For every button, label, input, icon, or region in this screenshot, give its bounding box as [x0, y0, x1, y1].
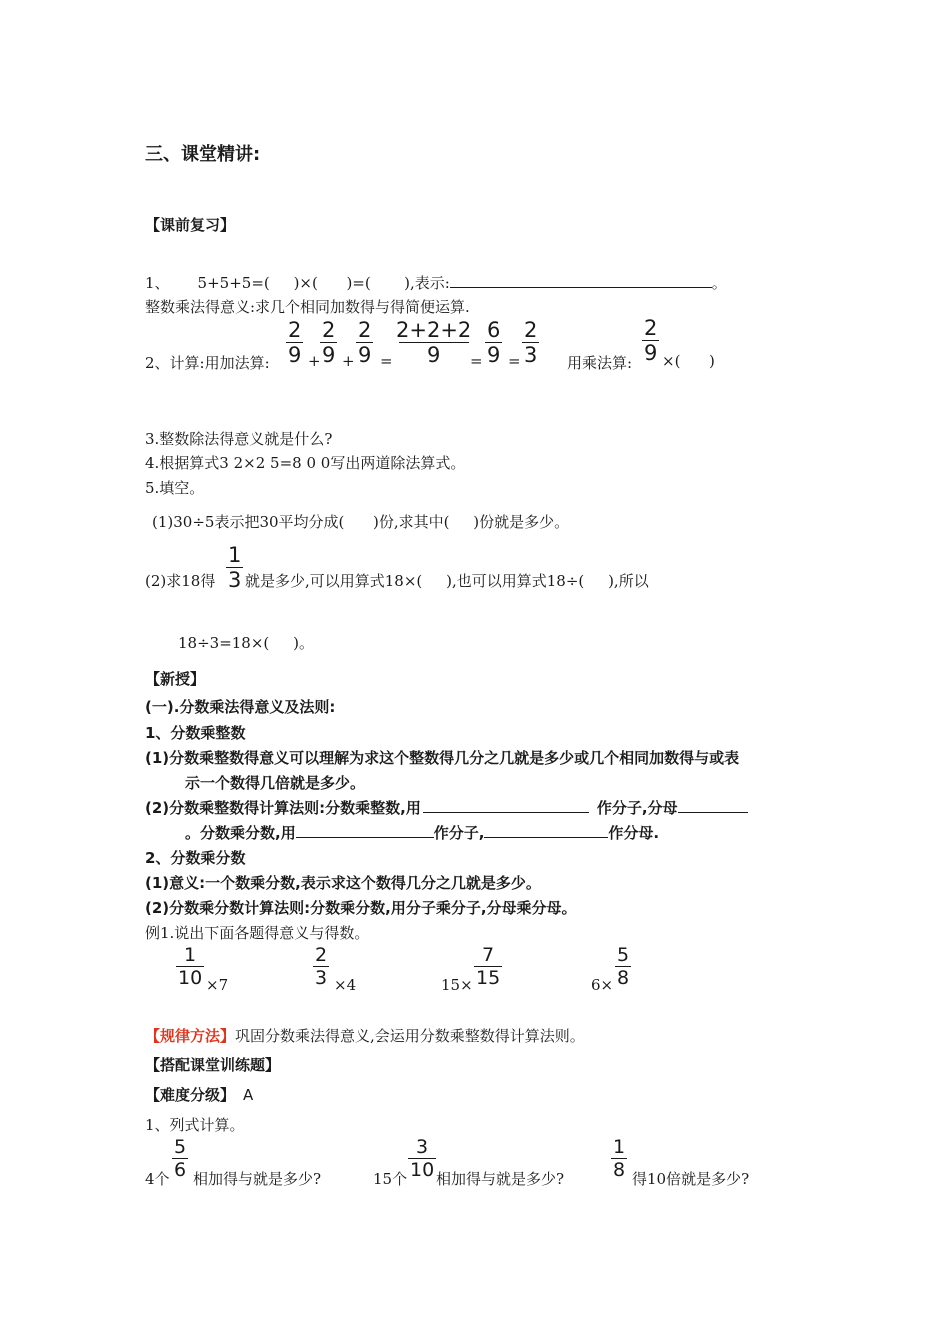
denominator: 3	[315, 967, 328, 989]
numerator: 1	[228, 543, 242, 567]
rule1-line1: (1)分数乘整数得意义可以理解为求这个整数得几分之几就是多少或几个相同加数得与或表	[145, 749, 740, 767]
rule2-line2	[185, 822, 659, 843]
p1-pre: 4个	[145, 1170, 170, 1188]
ex4-pre: 6×	[591, 976, 614, 994]
numerator: 5	[174, 1136, 187, 1158]
q2-mult-label: 用乘法算:	[567, 354, 633, 372]
plus-sign: +	[342, 352, 355, 370]
equals-sign: =	[470, 352, 483, 370]
denominator: 10	[178, 967, 203, 989]
sub1-title: 1、分数乘整数	[145, 724, 246, 742]
ex3-frac	[474, 946, 502, 988]
denominator: 9	[399, 342, 469, 366]
ex2-post: ×4	[334, 976, 357, 994]
q1-line	[145, 272, 727, 293]
denominator: 3	[228, 568, 242, 592]
denominator: 9	[288, 343, 302, 367]
q5-2-frac	[226, 545, 243, 591]
rule2-text-b: 作分子,分母	[596, 799, 678, 817]
p2-post: 相加得与就是多少?	[436, 1170, 565, 1188]
denominator-rule-blank[interactable]	[678, 812, 748, 813]
rule3: (2)分数乘分数计算法则:分数乘分数,用分子乘分子,分母乘分母。	[145, 899, 577, 917]
q2-frac-5	[485, 320, 502, 366]
rule1-line2: 示一个数得几倍就是多少。	[185, 774, 366, 792]
rule2-line1	[145, 797, 748, 818]
sub2-title: 2、分数乘分数	[145, 849, 246, 867]
rule2-text-d: 作分子,	[433, 824, 485, 842]
denominator: 3	[524, 343, 538, 367]
method-label: 【规律方法】	[145, 1027, 236, 1045]
ex1-frac	[176, 946, 204, 988]
review-header: 【课前复习】	[145, 216, 236, 234]
frac-denominator-blank[interactable]	[484, 837, 608, 838]
p3-frac	[611, 1138, 627, 1180]
section-title: 三、课堂精讲:	[145, 144, 261, 165]
rule2-text-a: (2)分数乘整数得计算法则:分数乘整数,用	[145, 799, 421, 817]
denominator: 8	[613, 1159, 626, 1181]
equals-sign: =	[508, 352, 521, 370]
q2-frac-3	[356, 320, 373, 366]
q1-answer-blank[interactable]	[450, 287, 712, 288]
p3-post: 得10倍就是多少?	[632, 1170, 750, 1188]
new-header: 【新授】	[145, 670, 206, 688]
q2-frac-2	[320, 320, 337, 366]
q1-number: 1、	[145, 274, 170, 292]
denominator: 9	[487, 343, 501, 367]
q5: 5.填空。	[145, 479, 205, 497]
denominator: 9	[358, 343, 372, 367]
q2-frac-4	[394, 320, 473, 366]
q3: 3.整数除法得意义就是什么?	[145, 430, 333, 448]
q2-mult-tail: ×( )	[662, 352, 715, 370]
numerator: 2	[322, 318, 336, 342]
q5-2-pre: (2)求18得	[145, 572, 216, 590]
q5-2-line2: 18÷3=18×( )。	[178, 634, 314, 652]
q2-frac-1	[286, 320, 303, 366]
rule2-text-e: 作分母.	[608, 824, 660, 842]
numerator: 2+2+2	[396, 318, 472, 342]
meaning: (1)意义:一个数乘分数,表示求这个数得几分之几就是多少。	[145, 874, 541, 892]
numerator: 2	[315, 944, 328, 966]
ex3-pre: 15×	[441, 976, 473, 994]
numerator: 2	[288, 318, 302, 342]
q1-expression: 5+5+5=( )×( )=( ),表示:	[197, 274, 450, 292]
q5-2-post: 就是多少,可以用算式18×( ),也可以用算式18÷( ),所以	[245, 572, 649, 590]
q1-end: 。	[711, 274, 727, 292]
example-title: 例1.说出下面各题得意义与得数。	[145, 924, 370, 942]
part1-title: (一).分数乘法得意义及法则:	[145, 698, 336, 716]
ex4-frac	[615, 946, 631, 988]
q2-frac-6	[522, 320, 539, 366]
method-text: 巩固分数乘法得意义,会运用分数乘整数得计算法则。	[235, 1027, 585, 1045]
frac-numerator-blank[interactable]	[296, 837, 434, 838]
numerator: 1	[613, 1136, 626, 1158]
numerator-rule-blank[interactable]	[423, 812, 589, 813]
method-line	[145, 1025, 585, 1046]
rule2-text-c: 。分数乘分数,用	[185, 824, 296, 842]
plus-sign: +	[308, 352, 321, 370]
numerator: 2	[524, 318, 538, 342]
difficulty-value: A	[243, 1086, 254, 1104]
p1-post: 相加得与就是多少?	[193, 1170, 322, 1188]
denominator: 6	[174, 1159, 187, 1181]
q2-label: 2、计算:用加法算:	[145, 354, 270, 372]
numerator: 6	[487, 318, 501, 342]
q4: 4.根据算式3 2×2 5=8 0 0写出两道除法算式。	[145, 454, 466, 472]
int-mult-meaning: 整数乘法得意义:求几个相同加数得与得简便运算.	[145, 298, 470, 316]
ex2-frac	[313, 946, 329, 988]
denominator: 10	[410, 1159, 435, 1181]
denominator: 9	[644, 341, 658, 365]
ex1-post: ×7	[206, 976, 229, 994]
numerator: 2	[644, 316, 658, 340]
numerator: 5	[617, 944, 630, 966]
equals-sign: =	[380, 352, 393, 370]
q5-1: (1)30÷5表示把30平均分成( )份,求其中( )份就是多少。	[152, 513, 570, 531]
denominator: 8	[617, 967, 630, 989]
numerator: 1	[184, 944, 197, 966]
practice-header: 【搭配课堂训练题】	[145, 1056, 281, 1074]
numerator: 3	[416, 1136, 429, 1158]
calc-title: 1、列式计算。	[145, 1116, 245, 1134]
p1-frac	[172, 1138, 188, 1180]
numerator: 7	[482, 944, 495, 966]
q2-frac-7	[642, 318, 659, 364]
denominator: 9	[322, 343, 336, 367]
numerator: 2	[358, 318, 372, 342]
p2-frac	[408, 1138, 436, 1180]
p2-pre: 15个	[373, 1170, 408, 1188]
difficulty-label: 【难度分级】	[145, 1086, 236, 1104]
denominator: 15	[476, 967, 501, 989]
difficulty-line	[145, 1084, 253, 1105]
